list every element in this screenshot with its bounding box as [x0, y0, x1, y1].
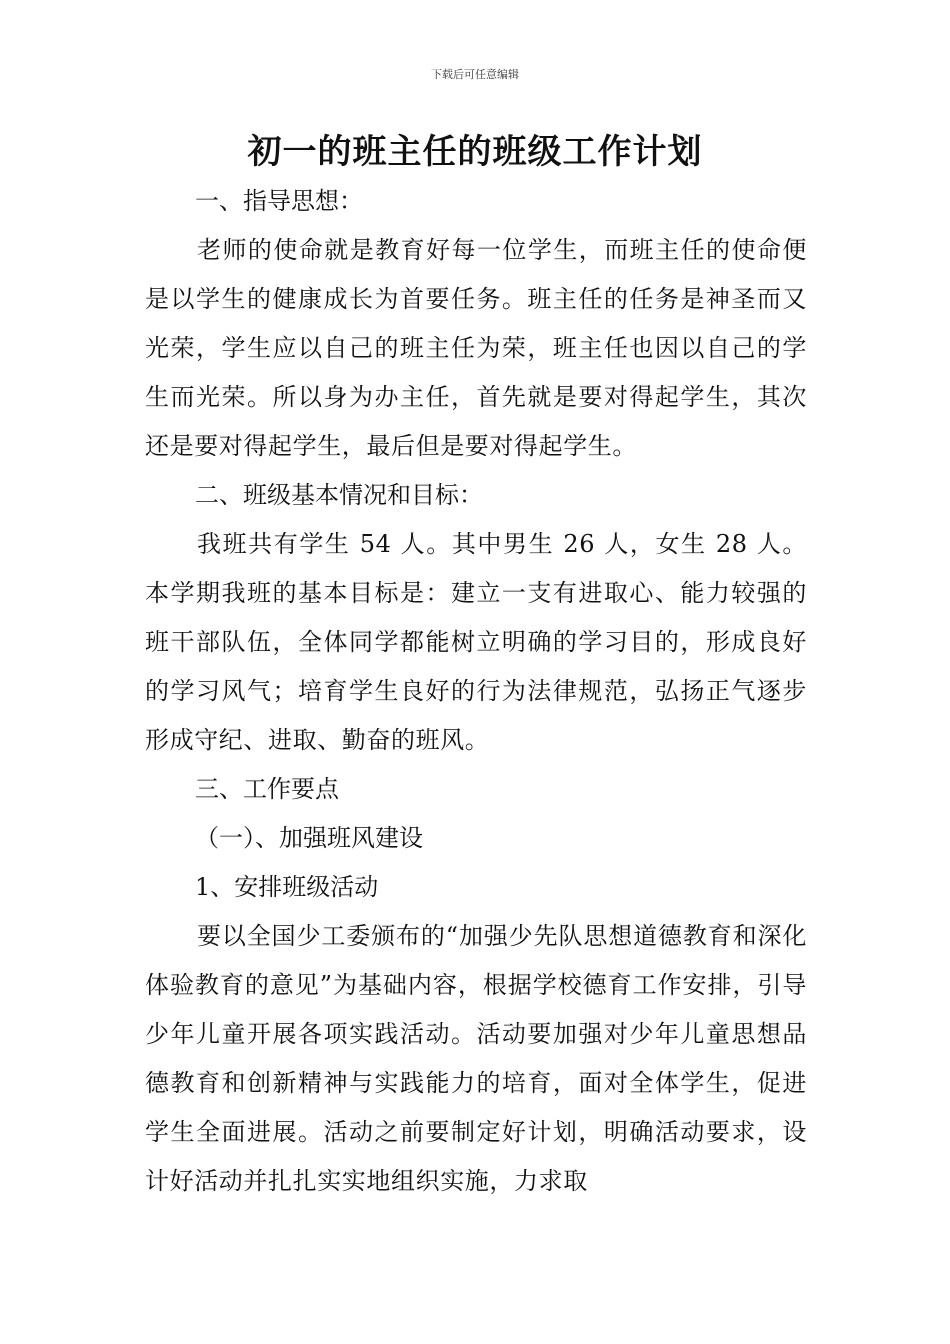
item-heading-class-activities: 1、安排班级活动 — [195, 873, 379, 901]
section-heading-guiding-thought: 一、指导思想： — [195, 187, 363, 215]
paragraph-class-overview: 我班共有学生 54 人。其中男生 26 人，女生 28 人。本学期我班的基本目标是：建立一支有进取心、能力较强的班干部队伍，全体同学都能树立明确的学习目的，形成良好的学习风气；培育学生良好的行为法律规范，弘扬正气逐步形成守纪、进取、勤奋的班风。 — [145, 530, 807, 754]
section-heading-work-points: 三、工作要点 — [195, 775, 339, 803]
section-heading-class-overview: 二、班级基本情况和目标： — [195, 481, 483, 509]
document-title: 初一的班主任的班级工作计划 — [247, 132, 703, 172]
document-body — [145, 177, 807, 1206]
subsection-heading-class-spirit: （一）、加强班风建设 — [195, 824, 423, 852]
header-note: 下载后可任意编辑 — [431, 68, 519, 81]
paragraph-guiding-thought: 老师的使命就是教育好每一位学生，而班主任的使命便是以学生的健康成长为首要任务。班主任的任务是神圣而又光荣，学生应以自己的班主任为荣，班主任也因以自己的学生而光荣。所以身为办主任，首先就是要对得起学生，其次还是要对得起学生，最后但是要对得起学生。 — [145, 236, 807, 460]
paragraph-class-activities: 要以全国少工委颁布的“加强少先队思想道德教育和深化体验教育的意见”为基础内容，根据学校德育工作安排，引导少年儿童开展各项实践活动。活动要加强对少年儿童思想品德教育和创新精神与实践能力的培育，面对全体学生，促进学生全面进展。活动之前要制定好计划，明确活动要求，设计好活动并扎扎实实地组织实施，力求取 — [145, 922, 807, 1195]
